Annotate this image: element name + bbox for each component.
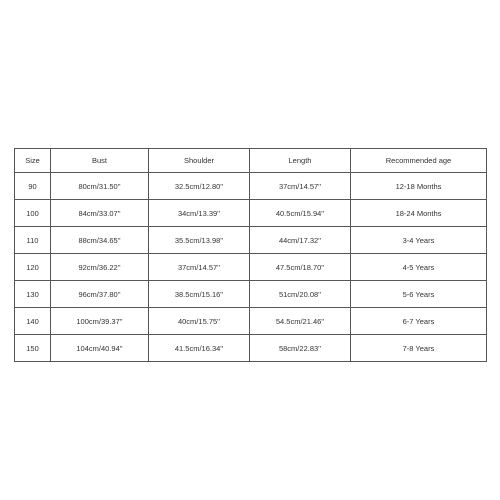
table-row (15, 281, 487, 308)
cell-bust: 88cm/34.65'' (51, 227, 149, 254)
cell-length: 47.5cm/18.70'' (250, 254, 351, 281)
cell-recommended-age: 18-24 Months (351, 200, 487, 227)
cell-bust: 104cm/40.94'' (51, 335, 149, 362)
cell-size: 150 (15, 335, 51, 362)
cell-shoulder: 41.5cm/16.34'' (149, 335, 250, 362)
size-chart-table (14, 148, 487, 362)
cell-size: 120 (15, 254, 51, 281)
table-row (15, 254, 487, 281)
cell-recommended-age: 4-5 Years (351, 254, 487, 281)
cell-recommended-age: 3-4 Years (351, 227, 487, 254)
table-row (15, 173, 487, 200)
cell-bust: 96cm/37.80'' (51, 281, 149, 308)
table-row (15, 227, 487, 254)
cell-recommended-age: 5-6 Years (351, 281, 487, 308)
cell-bust: 80cm/31.50'' (51, 173, 149, 200)
cell-bust: 92cm/36.22'' (51, 254, 149, 281)
cell-shoulder: 38.5cm/15.16'' (149, 281, 250, 308)
header-shoulder: Shoulder (149, 149, 250, 173)
cell-shoulder: 35.5cm/13.98'' (149, 227, 250, 254)
cell-bust: 100cm/39.37'' (51, 308, 149, 335)
cell-recommended-age: 12-18 Months (351, 173, 487, 200)
cell-recommended-age: 6-7 Years (351, 308, 487, 335)
cell-length: 44cm/17.32'' (250, 227, 351, 254)
cell-size: 90 (15, 173, 51, 200)
cell-length: 51cm/20.08'' (250, 281, 351, 308)
header-row (15, 149, 487, 173)
cell-length: 54.5cm/21.46'' (250, 308, 351, 335)
header-bust: Bust (51, 149, 149, 173)
table-row (15, 308, 487, 335)
cell-shoulder: 37cm/14.57'' (149, 254, 250, 281)
table-row (15, 200, 487, 227)
cell-size: 140 (15, 308, 51, 335)
cell-bust: 84cm/33.07'' (51, 200, 149, 227)
cell-shoulder: 34cm/13.39'' (149, 200, 250, 227)
cell-size: 110 (15, 227, 51, 254)
header-length: Length (250, 149, 351, 173)
cell-shoulder: 40cm/15.75'' (149, 308, 250, 335)
cell-recommended-age: 7-8 Years (351, 335, 487, 362)
cell-size: 130 (15, 281, 51, 308)
header-recommended-age: Recommended age (351, 149, 487, 173)
cell-length: 40.5cm/15.94'' (250, 200, 351, 227)
header-size: Size (15, 149, 51, 173)
table-row (15, 335, 487, 362)
cell-length: 58cm/22.83'' (250, 335, 351, 362)
cell-size: 100 (15, 200, 51, 227)
cell-length: 37cm/14.57'' (250, 173, 351, 200)
cell-shoulder: 32.5cm/12.80'' (149, 173, 250, 200)
